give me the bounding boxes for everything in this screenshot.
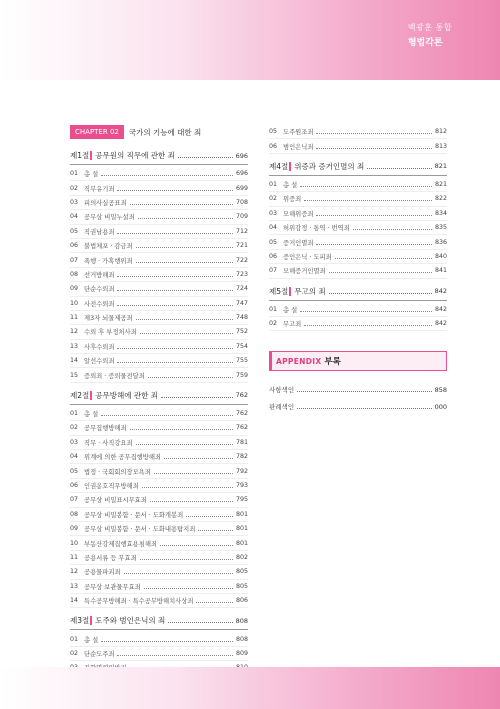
entry-page: 723 [235, 270, 248, 278]
entry-page: 805 [235, 568, 248, 576]
toc-entry[interactable] [70, 565, 248, 579]
right-continuation [269, 125, 447, 154]
appendix-label-ko: 부록 [324, 357, 341, 368]
leader-dots [117, 276, 233, 277]
entry-page: 748 [235, 314, 248, 322]
leader-dots [117, 362, 233, 363]
entry-title: 공무상 보관물무효죄 [84, 583, 141, 591]
entry-page: 842 [434, 305, 447, 313]
leader-dots [335, 258, 432, 259]
entry-page: 802 [235, 553, 248, 561]
toc-entry[interactable] [70, 181, 248, 195]
book-header [408, 22, 452, 48]
leader-dots [316, 244, 432, 245]
entry-title: 범인은닉죄 [283, 143, 314, 151]
toc-entry[interactable] [70, 580, 248, 594]
section-title: 공무방해에 관한 죄 [95, 390, 158, 400]
entry-page: 709 [235, 213, 248, 221]
toc-entry[interactable] [70, 239, 248, 253]
entry-page: 801 [235, 539, 248, 547]
leader-dots [124, 573, 233, 574]
toc-entry[interactable] [70, 253, 248, 267]
section-page: 808 [235, 616, 248, 625]
leader-dots [101, 641, 233, 642]
toc-entry[interactable] [269, 221, 447, 235]
entry-page: 721 [235, 242, 248, 250]
entry-page: 762 [235, 424, 248, 432]
toc-entry[interactable] [70, 632, 248, 646]
entry-page: 722 [235, 256, 248, 264]
toc-entry[interactable] [70, 282, 248, 296]
section-number: 제5절 [269, 286, 289, 296]
entry-page: 712 [235, 227, 248, 235]
entry-number: 10 [70, 299, 79, 307]
leader-dots [154, 473, 233, 474]
entry-number: 04 [269, 224, 278, 232]
entry-number: 15 [70, 371, 79, 379]
leader-dots [164, 458, 233, 459]
toc-entry[interactable] [269, 207, 447, 221]
entry-number: 03 [70, 198, 79, 206]
leader-dots [186, 516, 233, 517]
entry-page: 842 [434, 320, 447, 328]
entry-title: 증거인멸죄 [283, 239, 314, 247]
entry-page: 696 [235, 170, 248, 178]
appendix-heading [269, 351, 447, 371]
entry-page: 795 [235, 496, 248, 504]
entry-page: 759 [235, 371, 248, 379]
toc-entry[interactable] [70, 508, 248, 522]
toc-entry[interactable] [70, 210, 248, 224]
entry-number: 02 [70, 649, 79, 657]
leader-dots [130, 204, 233, 205]
entry-page: 834 [434, 209, 447, 217]
entry-number: 02 [70, 184, 79, 192]
chapter-label: CHAPTER 02 [70, 125, 124, 139]
entry-number: 07 [70, 496, 79, 504]
toc-entry[interactable] [70, 536, 248, 550]
toc-entry[interactable] [70, 551, 248, 565]
entry-title: 모해증거인멸죄 [283, 268, 326, 276]
entry-number: 07 [70, 256, 79, 264]
leader-dots [136, 247, 233, 248]
toc-entry[interactable] [70, 479, 248, 493]
entry-number: 08 [70, 270, 79, 278]
entry-title: 폭행 · 가혹행위죄 [84, 257, 133, 265]
entry-page: 840 [434, 252, 447, 260]
toc-entry[interactable] [70, 340, 248, 354]
entry-title: 공용서류 등 무효죄 [84, 554, 137, 562]
leader-dots [168, 622, 232, 623]
leader-dots [178, 157, 233, 158]
leader-dots [101, 175, 233, 176]
entry-number: 11 [70, 553, 79, 561]
entry-title: 특수공무방해죄 · 특수공무방해치사상죄 [84, 598, 194, 606]
section-title: 무고의 죄 [294, 286, 326, 296]
toc-left-column [70, 125, 248, 690]
bottom-banner [0, 667, 500, 709]
section-number: 제1절 [70, 151, 90, 160]
leader-dots [142, 487, 233, 488]
entry-number: 04 [70, 453, 79, 461]
leader-dots [136, 444, 233, 445]
leader-dots [136, 319, 233, 320]
leader-dots [144, 588, 233, 589]
entry-number: 05 [269, 238, 278, 246]
entry-number: 14 [70, 597, 79, 605]
entry-number: 02 [269, 320, 278, 328]
entry-title: 알선수뢰죄 [84, 358, 115, 366]
entry-page: 754 [235, 342, 248, 350]
section-heading[interactable] [70, 149, 248, 162]
leader-dots [117, 190, 233, 191]
section-number: 제4절 [269, 161, 289, 171]
leader-dots [198, 530, 233, 531]
toc-entry[interactable] [70, 522, 248, 536]
entry-title: 공무집행방해죄 [84, 425, 127, 433]
entry-number: 11 [70, 314, 79, 322]
entry-number: 13 [70, 582, 79, 590]
entry-title: 공무상 비밀봉함 · 문서 · 도화개봉죄 [84, 511, 184, 519]
leader-dots [316, 215, 432, 216]
section-number: 제2절 [70, 390, 90, 400]
entry-page: 836 [434, 238, 447, 246]
toc-entry[interactable] [269, 192, 447, 206]
book-author: 백광훈 통합 [407, 23, 452, 32]
toc-entry[interactable] [269, 317, 447, 331]
entry-number: 01 [70, 410, 79, 418]
entry-number: 09 [70, 285, 79, 293]
entry-number: 06 [70, 482, 79, 489]
entry-number: 05 [70, 227, 79, 235]
toc-entry[interactable] [70, 368, 248, 382]
entry-number: 12 [70, 328, 79, 336]
section-title: 공무원의 직무에 관한 죄 [95, 151, 175, 160]
leader-dots [316, 133, 432, 134]
entry-page: 792 [235, 467, 248, 475]
entry-number: 03 [70, 438, 79, 446]
entry-page: 793 [235, 482, 248, 489]
toc-entry[interactable] [70, 354, 248, 368]
appendix-label-en: APPENDIX [276, 356, 322, 366]
section-number: 제3절 [70, 616, 90, 626]
section-title: 도주와 범인은닉의 죄 [95, 616, 166, 626]
leader-dots [117, 290, 233, 291]
toc-entry[interactable] [70, 167, 248, 181]
section-marker [289, 162, 291, 171]
leader-dots [140, 333, 233, 334]
section-rule [269, 175, 447, 176]
toc-entry[interactable] [269, 250, 447, 264]
leader-dots [300, 186, 432, 187]
toc-entry[interactable] [70, 647, 248, 661]
entry-title: 수뢰 후 부정처사죄 [84, 329, 137, 337]
entry-title: 사후수뢰죄 [84, 343, 115, 351]
toc-entry[interactable] [70, 594, 248, 608]
section-page: 696 [235, 151, 248, 160]
entry-title: 법정 · 국회회의장모욕죄 [84, 468, 151, 476]
entry-number: 05 [70, 467, 79, 475]
entry-number: 05 [269, 128, 278, 136]
leader-dots [316, 148, 432, 149]
entry-title: 허위감정 · 통역 · 번역죄 [283, 225, 350, 233]
entry-page: 724 [235, 285, 248, 293]
entry-number: 04 [70, 213, 79, 221]
entry-page: 841 [434, 267, 447, 275]
leader-dots [329, 272, 432, 273]
index-entry-page: 858 [434, 385, 447, 394]
toc-entry[interactable] [70, 325, 248, 339]
entry-page: 752 [235, 328, 248, 336]
entry-title: 위증죄 [283, 196, 302, 204]
entry-page: 801 [235, 510, 248, 518]
entry-page: 835 [434, 224, 447, 232]
entry-title: 위계에 의한 공무집행방해죄 [84, 454, 161, 462]
section-marker [90, 391, 92, 400]
leader-dots [329, 293, 432, 294]
entry-title: 공무상 비밀표시무효죄 [84, 497, 147, 505]
entry-page: 806 [235, 597, 248, 605]
entry-page: 755 [235, 357, 248, 365]
book-title: 형법각론 [407, 38, 443, 48]
leader-dots [117, 348, 233, 349]
entry-page: 781 [235, 438, 248, 446]
entry-page: 809 [235, 649, 248, 657]
entry-title: 불법체포 · 감금죄 [84, 243, 133, 251]
entry-page: 782 [235, 453, 248, 461]
toc-entry[interactable] [269, 235, 447, 249]
toc-entry[interactable] [70, 450, 248, 464]
section-page: 821 [434, 162, 447, 171]
entry-title: 피의사실공표죄 [84, 199, 127, 207]
entry-number: 03 [269, 209, 278, 217]
section-heading[interactable] [70, 614, 248, 627]
toc-entry[interactable] [70, 297, 248, 311]
entry-title: 공무상 비밀봉함 · 문서 · 도화내용탐지죄 [84, 526, 196, 534]
entry-number: 01 [269, 305, 278, 313]
chapter-heading [70, 125, 248, 139]
entry-title: 사전수뢰죄 [84, 300, 115, 308]
entry-title: 인권옹호직무방해죄 [84, 483, 139, 490]
toc-entry[interactable] [70, 493, 248, 507]
index-entry[interactable] [269, 400, 447, 413]
leader-dots [367, 168, 431, 169]
toc-entry[interactable] [269, 264, 447, 278]
toc-entry[interactable] [70, 436, 248, 450]
entry-number: 01 [70, 635, 79, 643]
entry-number: 02 [269, 195, 278, 203]
section-marker [90, 151, 92, 160]
leader-dots [353, 229, 432, 230]
leader-dots [304, 325, 432, 326]
toc-entry[interactable] [269, 303, 447, 317]
entry-title: 제3자 뇌물제공죄 [84, 315, 133, 323]
leader-dots [297, 391, 431, 392]
section-marker [289, 287, 291, 296]
entry-page: 747 [235, 299, 248, 307]
entry-title: 단순수뢰죄 [84, 286, 115, 294]
section-rule [70, 404, 248, 405]
entry-title: 부동산강제집행효용침해죄 [84, 540, 157, 548]
leader-dots [304, 200, 432, 201]
entry-title: 총 설 [84, 171, 99, 179]
entry-title: 증인은닉 · 도피죄 [283, 253, 332, 261]
leader-dots [117, 305, 233, 306]
left-sections [70, 149, 248, 690]
index-entry-page: 000 [434, 402, 447, 411]
entry-number: 09 [70, 525, 79, 533]
index-entry-label: 판례색인 [269, 403, 295, 412]
leader-dots [136, 262, 233, 263]
entry-number: 06 [269, 142, 278, 150]
entry-title: 선거방해죄 [84, 271, 115, 279]
entry-number: 10 [70, 539, 79, 547]
entry-title: 직권남용죄 [84, 228, 115, 236]
entry-number: 13 [70, 342, 79, 350]
leader-dots [300, 311, 432, 312]
leader-dots [117, 655, 233, 656]
entry-page: 808 [235, 635, 248, 643]
toc-entry[interactable] [70, 421, 248, 435]
entry-title: 공용물파괴죄 [84, 569, 121, 577]
entry-page: 708 [235, 198, 248, 206]
toc-entry[interactable] [70, 225, 248, 239]
toc-entry[interactable] [70, 268, 248, 282]
section-page: 842 [434, 287, 447, 296]
section-heading[interactable] [70, 389, 248, 402]
entry-number: 01 [70, 170, 79, 178]
toc-entry[interactable] [70, 464, 248, 478]
index-entry[interactable] [269, 383, 447, 396]
index-entry-label: 사항색인 [269, 386, 295, 395]
entry-page: 822 [434, 195, 447, 203]
toc-entry[interactable] [70, 196, 248, 210]
entry-number: 06 [70, 242, 79, 250]
entry-page: 805 [235, 582, 248, 590]
section-heading[interactable] [269, 285, 447, 298]
leader-dots [101, 415, 233, 416]
leader-dots [297, 408, 431, 409]
entry-title: 직무유기죄 [84, 185, 115, 193]
leader-dots [160, 545, 233, 546]
leader-dots [130, 429, 233, 430]
entry-number: 02 [70, 424, 79, 432]
entry-title: 무고죄 [283, 321, 302, 329]
section-rule [269, 300, 447, 301]
entry-title: 직무 · 사직강요죄 [84, 439, 133, 447]
toc-right-column [269, 125, 447, 413]
leader-dots [196, 602, 233, 603]
entry-page: 762 [235, 410, 248, 418]
section-rule [70, 164, 248, 165]
section-rule [70, 629, 248, 630]
entry-page: 821 [434, 180, 447, 188]
leader-dots [161, 397, 233, 398]
leader-dots [140, 559, 233, 560]
entry-number: 12 [70, 568, 79, 576]
entry-number: 14 [70, 357, 79, 365]
toc-entry[interactable] [269, 125, 447, 139]
leader-dots [117, 233, 233, 234]
entry-page: 801 [235, 525, 248, 533]
entry-page: 812 [434, 128, 447, 136]
section-page: 762 [235, 391, 248, 400]
toc-entry[interactable] [70, 311, 248, 325]
leader-dots [148, 377, 233, 378]
entry-title: 도주원조죄 [283, 129, 314, 137]
entry-number: 06 [269, 252, 278, 260]
entry-title: 공무상 비밀누설죄 [84, 214, 135, 222]
leader-dots [138, 218, 233, 219]
toc-entry[interactable] [269, 178, 447, 192]
toc-entry[interactable] [269, 139, 447, 153]
entry-title: 총 설 [283, 306, 298, 314]
entry-number: 08 [70, 510, 79, 518]
section-heading[interactable] [269, 160, 447, 173]
section-marker [90, 616, 92, 625]
chapter-title: 국가의 기능에 대한 죄 [128, 127, 202, 137]
entry-number: 07 [269, 267, 278, 275]
entry-title: 단순도주죄 [84, 650, 115, 658]
entry-title: 총 설 [283, 181, 298, 189]
entry-number: 01 [269, 180, 278, 188]
entry-title: 총 설 [84, 636, 99, 644]
entry-page: 813 [434, 142, 447, 150]
entry-title: 증뢰죄 · 증뢰물전달죄 [84, 372, 145, 380]
section-title: 위증과 증거인멸의 죄 [294, 161, 365, 171]
entry-title: 총 설 [84, 411, 99, 419]
leader-dots [150, 501, 233, 502]
entry-page: 699 [235, 184, 248, 192]
toc-entry[interactable] [70, 407, 248, 421]
right-sections [269, 160, 447, 332]
entry-title: 모해위증죄 [283, 210, 314, 218]
